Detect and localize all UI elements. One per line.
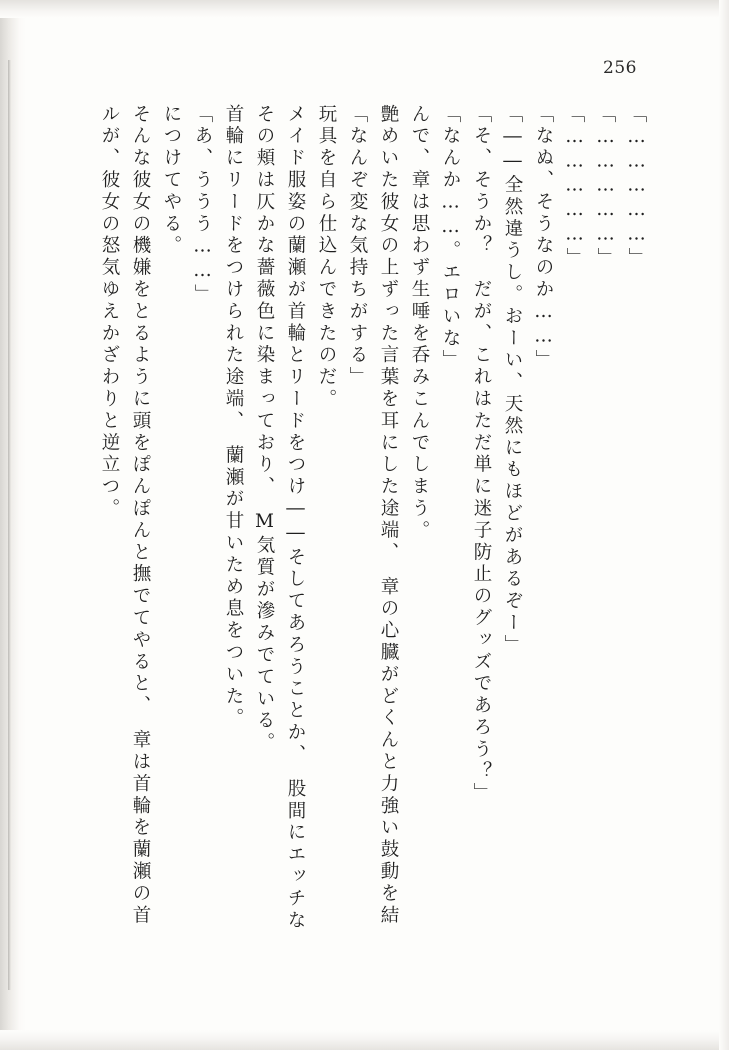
text-column: 「……………」 — [564, 104, 585, 270]
text-column: 「――全然違うし。おーい、天然にもほどがあるぞー」 — [502, 104, 523, 657]
text-column: 「そ、そうか？ だが、これはただ単に迷子防止のグッズであろう？」 — [471, 104, 492, 805]
text-column: 艶めいた彼女の上ずった言葉を耳にした途端、 章の心臓がどくんと力強い鼓動を結 — [378, 104, 399, 927]
spine-crease — [8, 60, 11, 990]
vertical-text-block — [87, 104, 645, 934]
text-column: 「……………」 — [626, 104, 647, 270]
text-column: 「……………」 — [595, 104, 616, 270]
page-edge-shadow-left — [0, 0, 26, 1050]
text-column: 「なぬ、そうなのか……」 — [533, 104, 554, 372]
text-column: 「あ、ううう……」 — [192, 104, 213, 307]
text-column: ルが、彼女の怒気ゆえかざわりと逆立つ。 — [99, 104, 120, 521]
text-column: メイド服姿の蘭瀬が首輪とリードをつけ――そしてあろうことか、 股間にエッチな — [285, 104, 306, 932]
text-column: そんな彼女の機嫌をとるように頭をぽんぽんと撫でてやると、 章は首輪を蘭瀬の首 — [130, 104, 151, 927]
text-column: その頬は仄かな薔薇色に染まっており、 M気質が滲みでている。 — [254, 104, 275, 755]
text-column: 「なんか……。エロいな」 — [440, 104, 461, 372]
page-number: 256 — [603, 58, 637, 78]
text-column: んで、章は思わず生唾を呑みこんでしまう。 — [409, 104, 430, 542]
page-edge-shadow-bottom — [0, 1030, 729, 1050]
text-column: 玩具を自ら仕込んできたのだ。 — [316, 104, 337, 411]
page-edge-shadow-right — [719, 0, 729, 1050]
page-edge-shadow-top — [0, 0, 729, 18]
text-column: につけてやる。 — [161, 104, 182, 258]
text-column: 「なんぞ変な気持ちがする」 — [347, 104, 368, 389]
text-column: 首輪にリードをつけられた途端、 蘭瀬が甘いため息をついた。 — [223, 104, 244, 730]
